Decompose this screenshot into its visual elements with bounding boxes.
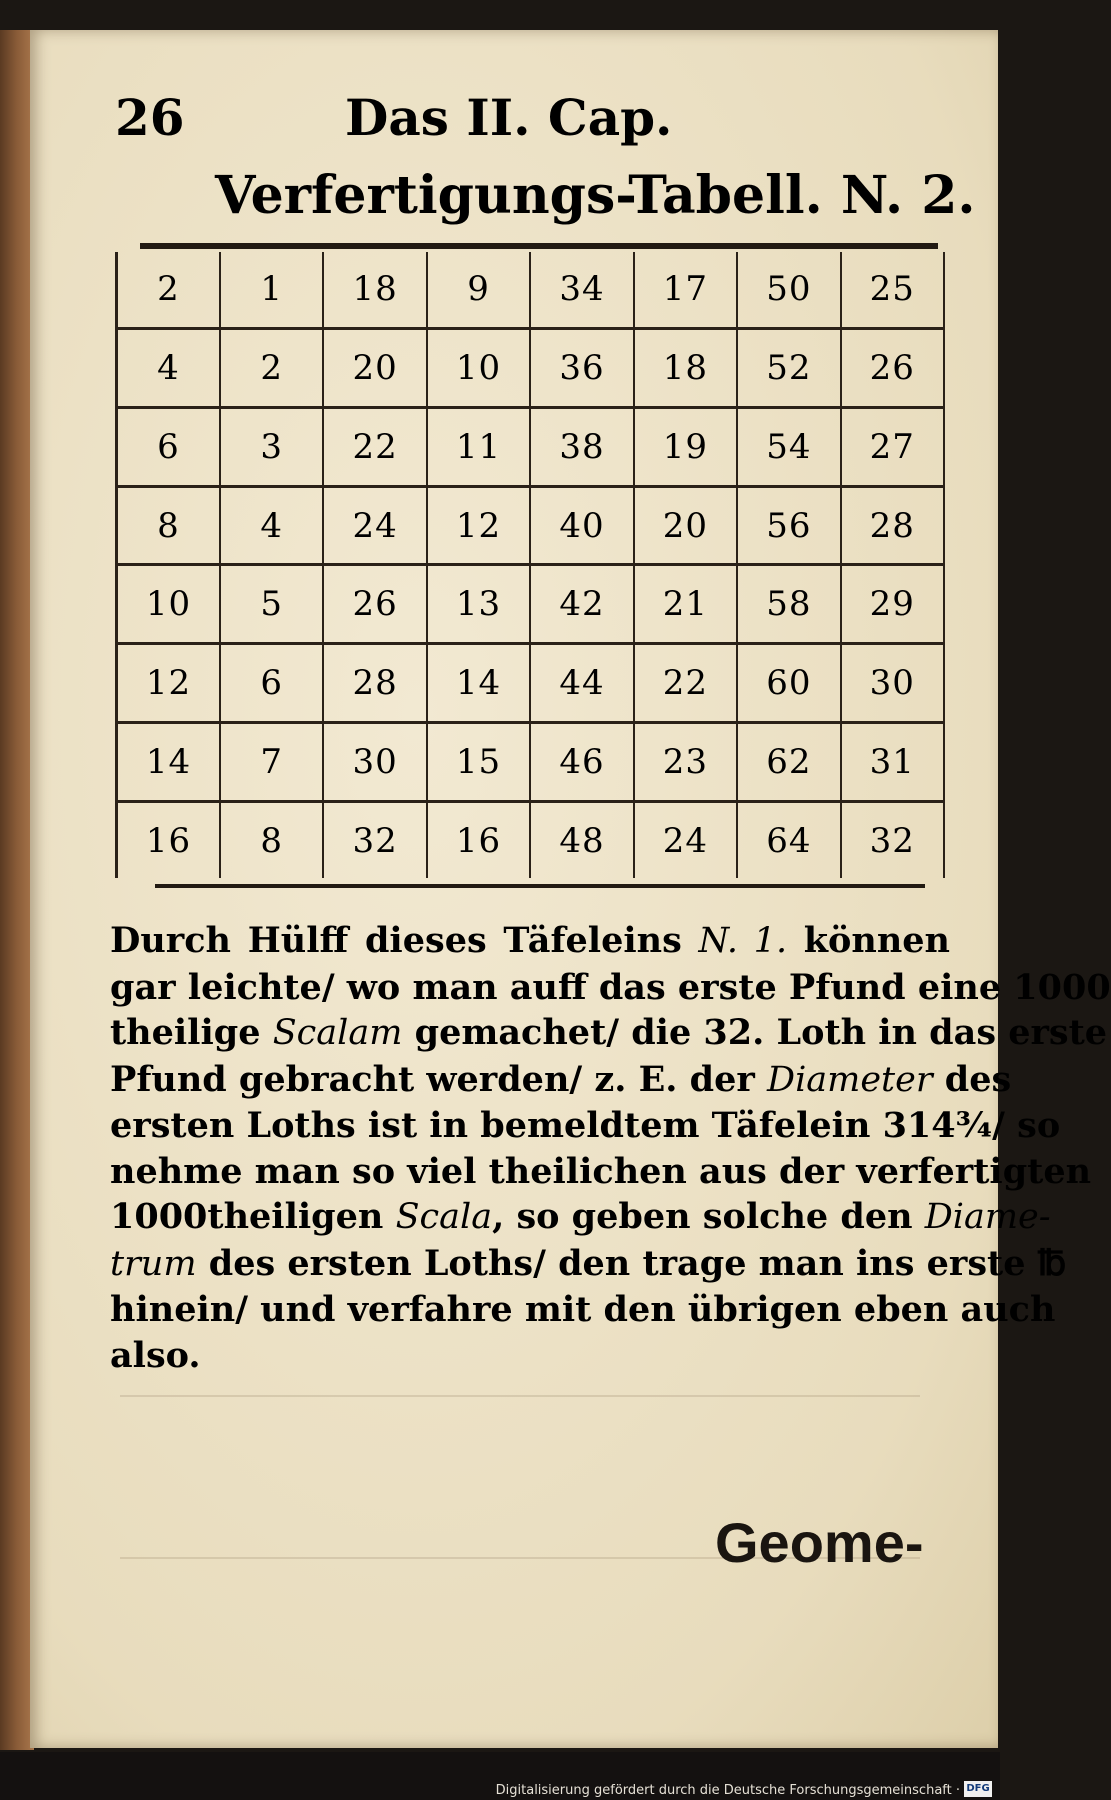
table-cell: 1 [220, 252, 323, 328]
table-cell: 50 [737, 252, 840, 328]
table-cell: 60 [737, 644, 840, 723]
table-cell: 2 [117, 252, 220, 328]
table-cell: 62 [737, 723, 840, 802]
table-cell: 8 [220, 802, 323, 878]
table-cell: 23 [634, 723, 737, 802]
table-cell: 42 [530, 565, 633, 644]
table-cell: 2 [220, 328, 323, 407]
table-cell: 31 [841, 723, 944, 802]
table-cell: 20 [634, 486, 737, 565]
table-cell: 8 [117, 486, 220, 565]
table-cell: 29 [841, 565, 944, 644]
table-row [117, 723, 945, 802]
table-cell: 13 [427, 565, 530, 644]
text-line: 1000theiligen Scala, so geben solche den Diame- [110, 1196, 1051, 1237]
text-line: also. [110, 1334, 201, 1376]
body-paragraph [110, 918, 1111, 1378]
text-line: gar leichte/ wo man auff das erste Pfund eine 1000 [110, 966, 1111, 1008]
table-cell: 44 [530, 644, 633, 723]
table-cell: 19 [634, 407, 737, 486]
table-cell: 10 [427, 328, 530, 407]
table-cell: 14 [117, 723, 220, 802]
table-cell: 22 [634, 644, 737, 723]
table-row [117, 565, 945, 644]
table-cell: 20 [323, 328, 426, 407]
table-cell: 56 [737, 486, 840, 565]
table-cell: 12 [427, 486, 530, 565]
text-line: ersten Loths ist in bemeldtem Täfelein 314¾/ so [110, 1105, 1061, 1146]
table-cell: 21 [634, 565, 737, 644]
table-cell: 16 [427, 802, 530, 878]
text-line: nehme man so viel theilichen aus der verfertigten [110, 1150, 1092, 1192]
table-cell: 9 [427, 252, 530, 328]
table-cell: 30 [841, 644, 944, 723]
table-cell: 25 [841, 252, 944, 328]
table-cell: 48 [530, 802, 633, 878]
number-table [115, 252, 945, 878]
table-row [117, 644, 945, 723]
catchword: Geome- [715, 1511, 924, 1574]
table-cell: 18 [634, 328, 737, 407]
table-cell: 12 [117, 644, 220, 723]
chapter-heading: Das II. Cap. [345, 88, 673, 147]
table-cell: 16 [117, 802, 220, 878]
table-cell: 11 [427, 407, 530, 486]
table-cell: 46 [530, 723, 633, 802]
table-cell: 4 [220, 486, 323, 565]
table-row [117, 486, 945, 565]
text-line: theilige Scalam gemachet/ die 32. Loth in das erste [110, 1012, 1108, 1053]
page-header [115, 88, 715, 158]
table-cell: 30 [323, 723, 426, 802]
table-cell: 64 [737, 802, 840, 878]
table-cell: 15 [427, 723, 530, 802]
table-cell: 27 [841, 407, 944, 486]
table-cell: 40 [530, 486, 633, 565]
table-top-rule [140, 243, 938, 249]
table-cell: 3 [220, 407, 323, 486]
table-row [117, 407, 945, 486]
dfg-logo: DFG [964, 1781, 992, 1797]
text-line: Pfund gebracht werden/ z. E. der Diameter des [110, 1058, 1012, 1100]
page-number: 26 [115, 88, 185, 147]
table-cell: 52 [737, 328, 840, 407]
table-cell: 34 [530, 252, 633, 328]
text-line: hinein/ und verfahre mit den übrigen eben auch [110, 1289, 1056, 1330]
text-line: Durch Hülff dieses Täfeleins N. 1. können [110, 920, 950, 961]
table-row [117, 252, 945, 328]
table-cell: 38 [530, 407, 633, 486]
verfertigungs-table [115, 252, 945, 878]
table-cell: 22 [323, 407, 426, 486]
text-line: trum des ersten Loths/ den trage man ins erste ℔ [110, 1242, 1067, 1284]
digitization-credit: Digitalisierung gefördert durch die Deutsche Forschungsgemeinschaft · [495, 1783, 960, 1798]
table-cell: 26 [323, 565, 426, 644]
table-cell: 4 [117, 328, 220, 407]
table-row [117, 802, 945, 878]
table-cell: 28 [841, 486, 944, 565]
table-cell: 32 [841, 802, 944, 878]
table-cell: 17 [634, 252, 737, 328]
table-cell: 7 [220, 723, 323, 802]
table-cell: 28 [323, 644, 426, 723]
table-cell: 6 [220, 644, 323, 723]
table-title: Verfertigungs-Tabell. N. 2. [215, 165, 976, 226]
table-cell: 36 [530, 328, 633, 407]
table-cell: 24 [323, 486, 426, 565]
table-cell: 26 [841, 328, 944, 407]
table-cell: 58 [737, 565, 840, 644]
table-cell: 18 [323, 252, 426, 328]
table-cell: 14 [427, 644, 530, 723]
book-spine [0, 30, 34, 1750]
table-cell: 32 [323, 802, 426, 878]
table-row [117, 328, 945, 407]
table-cell: 24 [634, 802, 737, 878]
table-cell: 6 [117, 407, 220, 486]
table-cell: 54 [737, 407, 840, 486]
table-cell: 10 [117, 565, 220, 644]
table-cell: 5 [220, 565, 323, 644]
table-bottom-rule [155, 884, 925, 888]
